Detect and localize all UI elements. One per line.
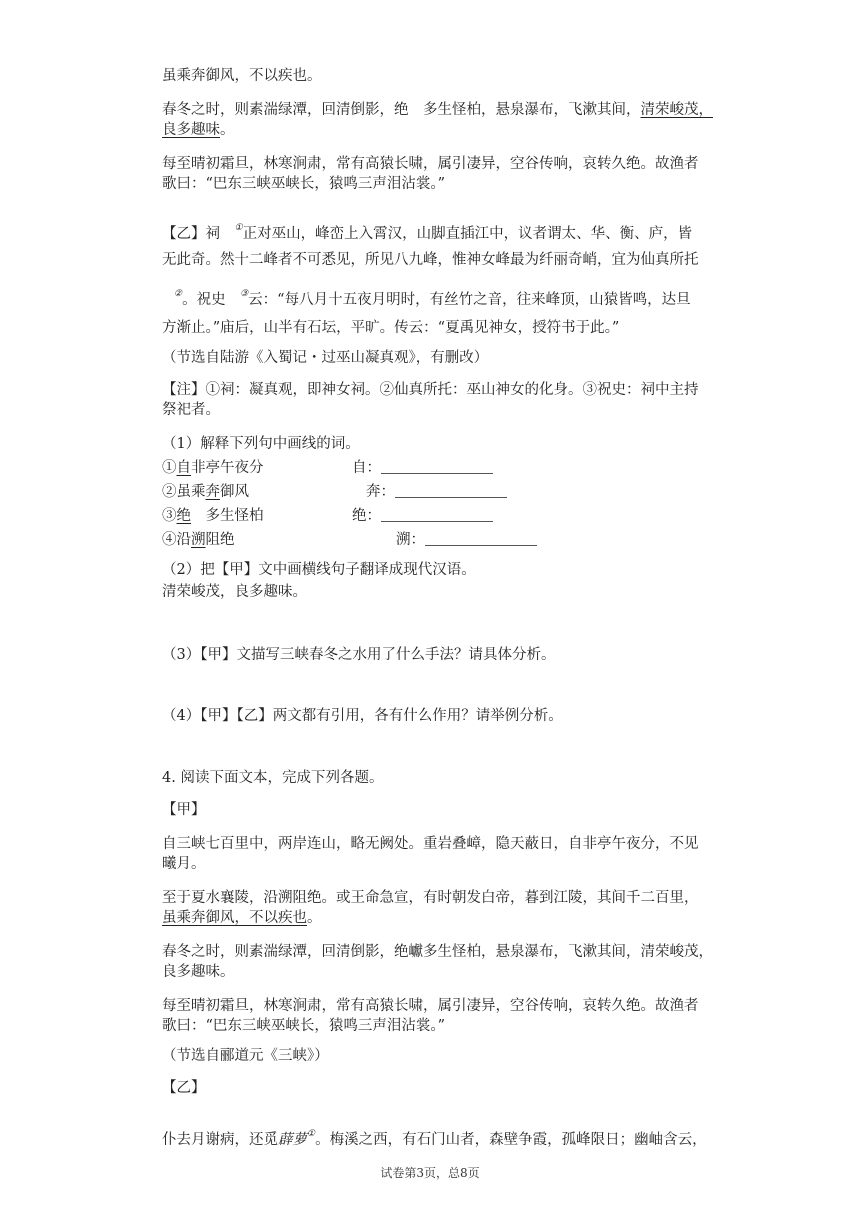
passage-b-line: 无此奇。然十二峰者不可悉见，所见八九峰，惟神女峰最为纤丽奇峭，宜为仙真所托 (162, 252, 699, 268)
text: 。 (220, 122, 235, 138)
section-4-title: 4. 阅读下面文本，完成下列各题。 (162, 770, 384, 786)
page-footer: 试卷第3页，总8页 (380, 1166, 480, 1180)
text: 。梅溪之西，有石门山者，森壁争霞，孤峰限日；幽岫含云， (315, 1132, 707, 1148)
passage-line: 至于夏水襄陵，沿溯阻绝。或王命急宣，有时朝发白帝，暮到江陵，其间千二百里， (162, 890, 699, 906)
text: ① (162, 460, 177, 476)
passage-b-line (174, 284, 691, 310)
answer-field[interactable] (366, 482, 507, 502)
text: 云：“每八月十五夜月明时，有丝竹之音，往来峰顶，山猿皆鸣，达旦 (248, 292, 691, 308)
answer-blank[interactable] (425, 531, 537, 546)
footnote-marker: ① (307, 1129, 316, 1139)
question-2-sentence: 清荣峻茂，良多趣味。 (162, 584, 307, 600)
passage-line: 歌曰：“巴东三峡巫峡长，猿鸣三声泪沾裳。” (162, 176, 446, 192)
passage-line: 自三峡七百里中，两岸连山，略无阙处。重岩叠嶂，隐天蔽日，自非亭午夜分，不见 (162, 836, 699, 852)
text: 非亭午夜分 (191, 460, 264, 476)
underlined-word: 自 (176, 460, 191, 476)
vocab-item (162, 530, 235, 550)
text: 御风 (220, 484, 249, 500)
answer-blank[interactable] (381, 507, 493, 522)
passage-line: 歌曰：“巴东三峡巫峡长，猿鸣三声泪沾裳。” (162, 1018, 446, 1034)
answer-key: 溯： (396, 532, 425, 548)
answer-field[interactable] (396, 530, 537, 550)
text: ④沿 (162, 532, 191, 548)
answer-key: 自： (352, 460, 381, 476)
answer-field[interactable] (352, 458, 493, 478)
text: ③ (162, 508, 177, 524)
text: 阻绝 (205, 532, 235, 548)
question-3: （3）【甲】文描写三峡春冬之水用了什么手法？请具体分析。 (162, 647, 556, 663)
passage-line (162, 908, 322, 928)
underlined-word: 绝 (176, 508, 191, 524)
answer-key: 奔： (366, 484, 395, 500)
underlined-word: 溯 (191, 532, 206, 548)
annotation-line: 【注】①祠：凝真观，即神女祠。②仙真所托：巫山神女的化身。③祝史：祠中主持 (162, 382, 699, 398)
passage-line (162, 1124, 707, 1150)
text: 。祝史 (182, 292, 241, 308)
vocab-item (162, 458, 264, 478)
text: 正对巫山，峰峦上入霄汉，山脚直插江中，议者谓太、华、衡、庐，皆 (242, 226, 693, 242)
text: 【乙】祠 (162, 226, 235, 242)
source-note: （节选自陆游《入蜀记・过巫山凝真观》，有删改） (162, 350, 489, 366)
passage-line (162, 100, 713, 120)
annotation-line: 祭祀者。 (162, 402, 220, 418)
passage-label-yi: 【乙】 (162, 1080, 206, 1096)
underlined-phrase: 良多趣味 (162, 122, 220, 138)
passage-line: 曦月。 (162, 856, 206, 872)
passage-line: 春冬之时，则素湍绿潭，回清倒影，绝巘多生怪柏，悬泉瀑布，飞漱其间，清荣峻茂， (162, 944, 713, 960)
answer-blank[interactable] (381, 459, 493, 474)
footnote-marker: ② (174, 289, 183, 299)
underlined-word: 奔 (205, 484, 220, 500)
text: 春冬之时，则素湍绿潭，回清倒影，绝 多生怪柏，悬泉瀑布，飞漱其间， (162, 102, 641, 118)
passage-b-line: 方渐止。”庙后，山半有石坛，平旷。传云：“夏禹见神女，授符书于此。” (162, 320, 620, 336)
text: 。 (307, 910, 322, 926)
passage-line (162, 120, 235, 140)
question-1: （1）解释下列句中画线的词。 (162, 436, 360, 452)
passage-line: 虽乘奔御风，不以疾也。 (162, 68, 322, 84)
underlined-phrase: 清荣峻茂， (640, 102, 713, 118)
source-note: （节选自郦道元《三峡》） (162, 1048, 329, 1064)
answer-key: 绝： (352, 508, 381, 524)
passage-line: 良多趣味。 (162, 964, 235, 980)
passage-b-line (162, 218, 692, 244)
vocab-item (162, 482, 249, 502)
question-2: （2）把【甲】文中画横线句子翻译成现代汉语。 (162, 562, 476, 578)
annotated-word: 薜萝 (278, 1132, 307, 1148)
passage-line: 每至晴初霜旦，林寒涧肃，常有高猿长啸，属引凄异，空谷传响，哀转久绝。故渔者 (162, 998, 699, 1014)
answer-field[interactable] (352, 506, 493, 526)
underlined-phrase: 虽乘奔御风，不以疾也 (162, 910, 307, 926)
footnote-marker: ③ (240, 289, 249, 299)
text: 仆去月谢病，还觅 (162, 1132, 278, 1148)
passage-label-jia: 【甲】 (162, 802, 206, 818)
vocab-item (162, 506, 264, 526)
answer-blank[interactable] (395, 483, 507, 498)
question-4: （4）【甲】【乙】两文都有引用，各有什么作用？请举例分析。 (162, 708, 563, 724)
passage-line: 每至晴初霜旦，林寒涧肃，常有高猿长啸，属引凄异，空谷传响，哀转久绝。故渔者 (162, 156, 699, 172)
footnote-marker: ① (234, 223, 243, 233)
text: ②虽乘 (162, 484, 206, 500)
text: 多生怪柏 (191, 508, 264, 524)
